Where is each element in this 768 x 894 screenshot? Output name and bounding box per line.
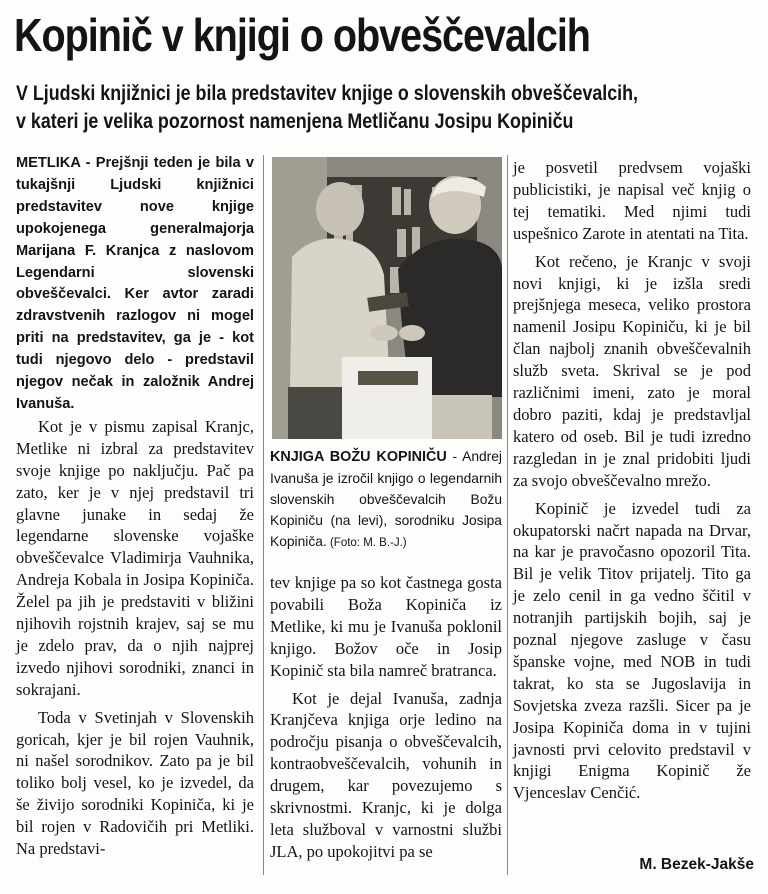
body-paragraph: je posvetil predvsem vojaški publicistiki, je napisal več knjig o tej tematiki. Med njimi tudi uspešnico Zarote in atentati na Tita. (513, 158, 751, 243)
body-paragraph: Kopinič je izvedel tudi za okupatorski načrt napada na Drvar, na kar je pravočasno opozoril Tita. Bil je velik Titov prijatelj. Tito ga je zelo cenil in ga vedno ščitil v notranjih partijskih bojih, saj je poznal njegove zasluge v času španske vojne, med NOB in tudi takrat, ko sta se Jugoslavija in Sovjetska zveza razšli. Sicer pa je Josipa Kopiniča doma in v tujini javnosti prvi celovito predstavil v knjigi Enigma Kopinič že Vjenceslav Cenčić. (513, 498, 751, 803)
article-photo (272, 157, 502, 439)
column-divider (263, 155, 264, 875)
body-paragraph: Kot je v pismu zapisal Kranjc, Metlike ni izbral za predstavitev svoje knjige po naključju. Pač pa zato, ker je v njej predstavil tri glavne junake in sedaj že legendarne slovenske vojaške obveščevalce Vladimirja Vauhnika, Andreja Kobala in Josipa Kopiniča. Želel pa jih je predstaviti v bližini njihovih rojstnih krajev, saj se mu je zdelo prav, da o njih najprej izvedo njihovi sorodniki, znanci in sokrajani. (16, 416, 254, 699)
photo-illustration (272, 157, 502, 439)
caption-title: KNJIGA BOŽU KOPINIČU (270, 449, 447, 465)
headline: Kopinič v knjigi o obveščevalcih (14, 9, 590, 61)
body-paragraph: Toda v Svetinjah v Slovenskih goricah, kjer je bil rojen Vauhnik, ni našel sorodnikov. Zato pa je bil toliko bolj vesel, ko je izvedel, da še živijo sorodniki Kopiniča, ki je bil rojen v Radovičih pri Metliki. Na predstavi- (16, 707, 254, 859)
subheadline (16, 80, 747, 136)
column-divider (507, 155, 508, 875)
body-paragraph: tev knjige pa so kot častnega gosta povabili Boža Kopiniča iz Metlike, ki mu je Ivanuša poklonil knjigo. Božov oče in Josip Kopinič sta bila namreč bratranca. (270, 573, 502, 680)
body-paragraph: Kot je dejal Ivanuša, zadnja Kranjčeva knjiga orje ledino na področju pisanja o obveščevalcih, kontraobveščevalcih, vohunih in drugem, kar povezujemo s skrivnostmi. Kranjc, ki je dolga leta služboval v varnostni službi JLA, po upokojitvi pa se (270, 688, 502, 861)
subheadline-line-2: v kateri je velika pozornost namenjena Metličanu Josipu Kopiniču (16, 110, 574, 133)
column-2 (270, 572, 502, 863)
caption-text: - Andrej Ivanuša je izročil knjigo o legendarnih slovenskih obveščevalcih Božu Kopiniču (na levi), sorodniku Josipa Kopiniča. (270, 449, 502, 549)
author-byline: M. Bezek-Jakše (639, 856, 754, 873)
photo-credit: (Foto: M. B.-J.) (326, 537, 407, 549)
photo-caption (270, 446, 502, 554)
column-1 (16, 153, 254, 860)
dateline: METLIKA (16, 155, 81, 171)
subheadline-line-1: V Ljudski knjižnici je bila predstavitev knjige o slovenskih obveščevalcih, (16, 82, 639, 105)
lead-paragraph (16, 153, 254, 416)
column-3 (513, 157, 751, 804)
body-paragraph: Kot rečeno, je Kranjc v svoji novi knjigi, ki je izšla sredi prejšnjega meseca, veliko prostora namenil Josipu Kopiniču, ki je bil član najbolj znanih obveščevalnih služb sveta. Skrival se je pod različnimi imeni, zato je moral dobro paziti, kdaj je predstavljal katero od oseb. Bil je tudi izredno razgledan in je znal pridobiti ljudi za svojo obveščevalno mrežo. (513, 251, 751, 490)
lead-text: - Prejšnji teden je bila v tukajšnji Ljudski knjižnici predstavitev nove knjige upokojenega generalmajorja Marijana F. Kranjca z naslovom Legendarni slovenski obveščevalci. Ker avtor zaradi zdravstvenih razlogov ni mogel priti na predstavitev, ga je - kot tudi njegovo delo - predstavil njegov nečak in založnik Andrej Ivanuša. (16, 155, 254, 412)
